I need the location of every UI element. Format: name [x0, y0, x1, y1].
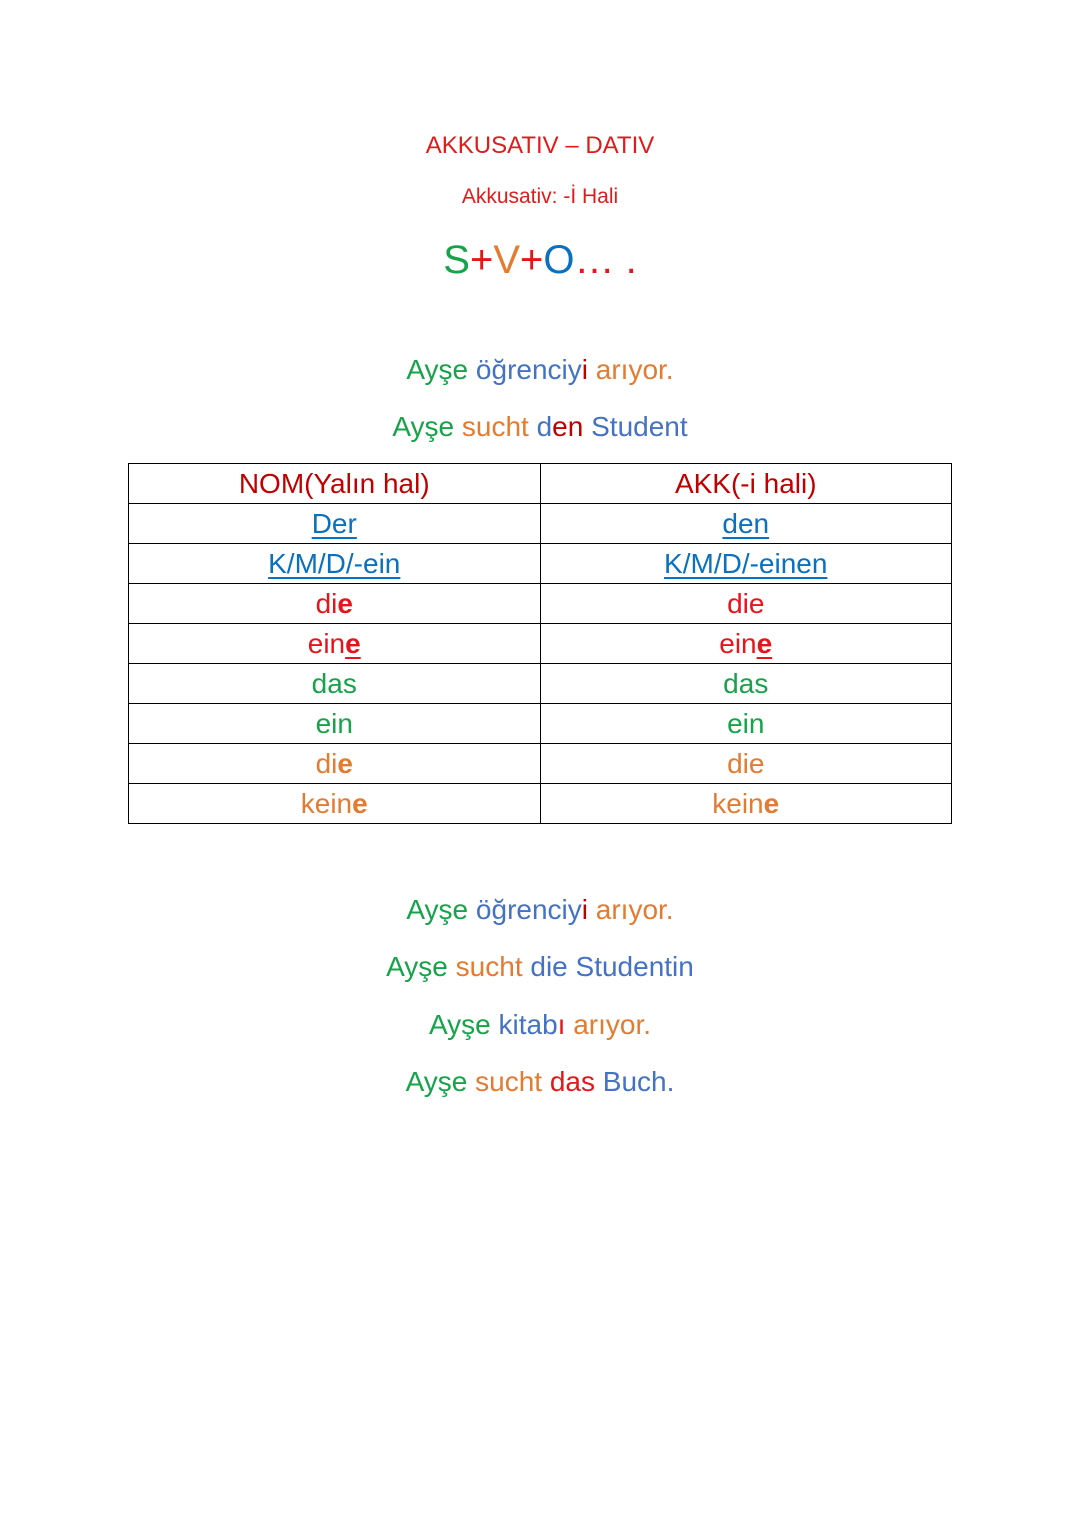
case-table — [128, 463, 952, 824]
cell-akk: ein — [540, 704, 952, 744]
table-header-row — [129, 464, 952, 504]
cell-nom — [129, 584, 541, 624]
cell-nom — [129, 784, 541, 824]
object: kitab — [498, 1009, 558, 1040]
cell-akk — [540, 744, 952, 784]
formula-object: O — [543, 238, 575, 282]
link-kmd-einen[interactable]: K/M/D/-einen — [664, 547, 828, 579]
article: die — [727, 587, 765, 619]
page-subtitle: Akkusativ: -İ Hali — [461, 185, 619, 208]
formula-ellipsis: … . — [574, 238, 637, 282]
cell-nom — [129, 624, 541, 664]
example-sentence-turkish — [0, 356, 1080, 384]
object: öğrenciy — [475, 894, 582, 925]
header-accusative: AKK(-i hali) — [540, 464, 952, 504]
verb: sucht — [455, 951, 523, 982]
article-ending: e — [337, 747, 353, 779]
article-ending: e — [337, 587, 353, 619]
table-row — [129, 664, 952, 704]
article: die — [727, 747, 765, 779]
article-stem: ein — [719, 627, 757, 659]
cell-akk — [540, 544, 952, 584]
subject: Ayşe — [392, 411, 462, 442]
verb: arıyor. — [588, 894, 674, 925]
link-den[interactable]: den — [722, 507, 770, 539]
cell-akk — [540, 784, 952, 824]
article-ending: e — [763, 787, 780, 819]
formula-plus: + — [520, 238, 544, 282]
table-row — [129, 624, 952, 664]
sentence-formula — [0, 240, 1080, 280]
subject: Ayşe — [406, 354, 476, 385]
article-ending: e — [756, 627, 773, 659]
cell-nom: ein — [129, 704, 541, 744]
article-stem: kein — [300, 787, 353, 819]
article-ending: en — [552, 411, 584, 442]
object: die Studentin — [522, 951, 694, 982]
cell-nom — [129, 504, 541, 544]
article-stem: ein — [307, 627, 346, 659]
case-suffix: ı — [557, 1009, 566, 1040]
subject: Ayşe — [386, 951, 456, 982]
example-sentence-turkish — [0, 896, 1080, 924]
cell-akk — [540, 624, 952, 664]
cell-akk: das — [540, 664, 952, 704]
subject: Ayşe — [428, 1009, 499, 1040]
formula-verb: V — [493, 238, 520, 282]
verb: sucht — [475, 1066, 550, 1097]
header-nominative: NOM(Yalın hal) — [129, 464, 541, 504]
article-stem: di — [315, 587, 338, 619]
table-row — [129, 584, 952, 624]
article-ending: e — [345, 627, 361, 659]
cell-nom — [129, 544, 541, 584]
cell-akk — [540, 504, 952, 544]
article: das — [549, 1066, 595, 1097]
article-stem: kein — [712, 787, 764, 819]
cell-nom — [129, 744, 541, 784]
cell-nom: das — [129, 664, 541, 704]
example-sentence-german — [0, 1068, 1080, 1096]
subject: Ayşe — [406, 894, 476, 925]
subject: Ayşe — [405, 1066, 476, 1097]
formula-subject: S — [443, 238, 470, 282]
page-title: AKKUSATIV – DATIV — [425, 132, 655, 159]
cell-akk — [540, 584, 952, 624]
example-sentence-german — [0, 953, 1080, 981]
article-stem: di — [315, 747, 338, 779]
link-der[interactable]: Der — [311, 507, 357, 539]
table-row — [129, 744, 952, 784]
link-kmd-ein[interactable]: K/M/D/-ein — [268, 547, 401, 579]
example-sentence-german — [0, 413, 1080, 441]
table-row — [129, 504, 952, 544]
case-suffix: i — [581, 894, 588, 925]
object: öğrenciy — [475, 354, 582, 385]
table-row — [129, 784, 952, 824]
case-suffix: i — [581, 354, 588, 385]
article-stem: d — [528, 411, 553, 442]
object: Buch. — [595, 1066, 675, 1097]
verb: arıyor. — [565, 1009, 652, 1040]
example-sentence-turkish — [0, 1011, 1080, 1039]
table-row — [129, 544, 952, 584]
object: Student — [583, 411, 688, 442]
formula-plus: + — [469, 238, 494, 282]
article-ending: e — [352, 787, 368, 819]
verb: sucht — [461, 411, 529, 442]
table-row — [129, 704, 952, 744]
verb: arıyor. — [588, 354, 674, 385]
